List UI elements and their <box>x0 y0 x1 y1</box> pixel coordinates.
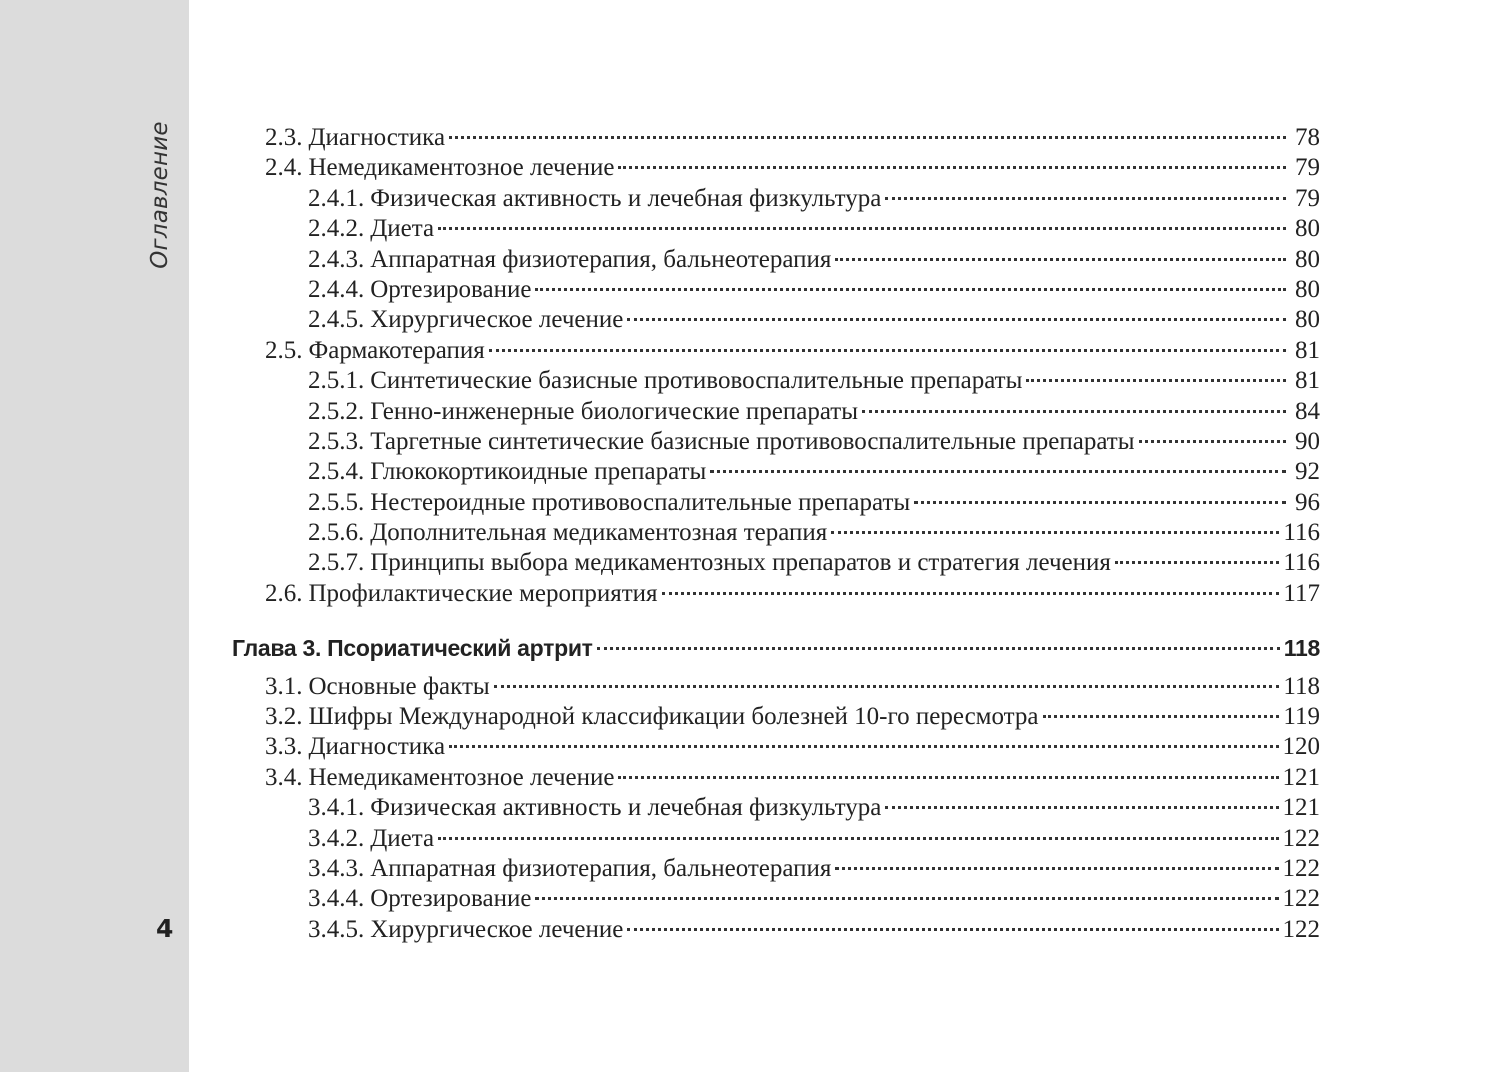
toc-entry-title: Диагностика <box>308 124 446 151</box>
toc-entry-title: Принципы выбора медикаментозных препаратов и стратегия лечения <box>370 549 1111 577</box>
toc-entry <box>232 397 1320 427</box>
sidebar <box>0 0 189 1072</box>
toc-entry-number: 2.4.1. <box>308 184 365 212</box>
toc-entry-page: 118 <box>1283 635 1320 662</box>
dot-leader <box>710 470 1286 473</box>
toc-entry-title: Немедикаментозное лечение <box>308 763 615 791</box>
dot-leader <box>597 647 1280 650</box>
toc-entry <box>232 457 1320 487</box>
toc-entry-title: Шифры Международной классификации болезней 10-го пересмотра <box>308 703 1039 731</box>
toc-entry-title: Хирургическое лечение <box>370 915 624 943</box>
toc-entry-number: 3.3. <box>265 733 303 761</box>
dot-leader <box>1115 561 1280 564</box>
dot-leader <box>662 592 1280 595</box>
dot-leader <box>489 349 1286 352</box>
dot-leader <box>831 531 1279 534</box>
toc-entry-page: 122 <box>1282 854 1320 882</box>
toc-entry-number: 3.4. <box>265 763 303 791</box>
toc-entry-number: 2.5.3. <box>308 427 365 455</box>
toc-entry <box>232 548 1320 578</box>
toc-entry-title: Синтетические базисные противовоспалительные препараты <box>370 367 1023 395</box>
toc-entry <box>232 427 1320 457</box>
toc-entry-title: Диагностика <box>308 733 446 761</box>
toc-entry-number: 2.5.2. <box>308 397 365 425</box>
toc-entry-number: 2.5.6. <box>308 519 365 547</box>
toc-entry-title: Нестероидные противовоспалительные препараты <box>370 488 911 516</box>
toc-entry-page: 81 <box>1295 367 1320 395</box>
toc-entry-title: Фармакотерапия <box>308 336 485 364</box>
toc-entry-page: 116 <box>1283 519 1320 547</box>
toc-entry-page: 90 <box>1295 427 1320 455</box>
dot-leader <box>885 197 1286 200</box>
toc-entry-number: 3.4.2. <box>308 824 365 852</box>
toc-entry-page: 116 <box>1283 549 1320 577</box>
toc-entry-number: 3.4.1. <box>308 794 365 822</box>
toc-entry-page: 78 <box>1295 124 1320 151</box>
toc-entry-number: 2.5.5. <box>308 488 365 516</box>
toc-entry-title: Таргетные синтетические базисные противовоспалительные препараты <box>370 427 1135 455</box>
toc-entry-title: Генно-инженерные биологические препараты <box>370 397 859 425</box>
toc-entry <box>232 793 1320 823</box>
toc-entry-number: 3.4.3. <box>308 854 365 882</box>
dot-leader <box>835 867 1278 870</box>
section-title: Оглавление <box>147 121 173 269</box>
dot-leader <box>1139 440 1286 443</box>
toc-entry-title: Ортезирование <box>370 885 532 913</box>
toc-entry <box>232 854 1320 884</box>
dot-leader <box>1026 379 1286 382</box>
toc-entry-title: Аппаратная физиотерапия, бальнеотерапия <box>370 245 832 273</box>
toc-entry-number: 2.5.1. <box>308 367 365 395</box>
toc-entry <box>232 366 1320 396</box>
toc-entry-page: 96 <box>1295 488 1320 516</box>
toc-entry-number: 3.4.5. <box>308 915 365 943</box>
toc-entry <box>232 336 1320 366</box>
toc-entry-number: 2.3. <box>265 124 303 151</box>
toc-entry <box>232 884 1320 914</box>
toc-entry <box>232 732 1320 762</box>
toc-entry-title: Основные факты <box>308 672 490 700</box>
dot-leader <box>449 136 1286 139</box>
toc-entry-page: 80 <box>1295 306 1320 334</box>
dot-leader <box>494 685 1280 688</box>
dot-leader <box>438 227 1286 230</box>
toc-entry-page: 84 <box>1295 397 1320 425</box>
dot-leader <box>535 897 1278 900</box>
toc-entry-number: 2.4.2. <box>308 215 365 243</box>
toc-entry-page: 92 <box>1295 458 1320 486</box>
toc-entry-title: Ортезирование <box>370 275 532 303</box>
toc-entry <box>232 123 1320 153</box>
dot-leader <box>914 501 1286 504</box>
toc-entry-page: 118 <box>1283 672 1320 700</box>
toc-entry-number: 2.4. <box>265 154 303 182</box>
toc-entry-page: 121 <box>1282 794 1320 822</box>
table-of-contents <box>232 123 1320 945</box>
toc-entry-page: 79 <box>1295 154 1320 182</box>
toc-entry-title: Дополнительная медикаментозная терапия <box>370 519 828 547</box>
toc-entry <box>232 579 1320 609</box>
toc-entry <box>232 518 1320 548</box>
toc-entry-number: 2.4.3. <box>308 245 365 273</box>
dot-leader <box>885 806 1278 809</box>
toc-entry-page: 117 <box>1283 579 1320 607</box>
toc-entry-title: Хирургическое лечение <box>370 306 624 334</box>
toc-entry-number: 2.5.7. <box>308 549 365 577</box>
toc-entry-title: Аппаратная физиотерапия, бальнеотерапия <box>370 854 832 882</box>
toc-entry-title: Псориатический артрит <box>327 635 593 662</box>
toc-entry-title: Диета <box>370 215 435 243</box>
toc-entry <box>232 824 1320 854</box>
toc-entry-page: 121 <box>1282 763 1320 791</box>
toc-entry <box>232 153 1320 183</box>
toc-entry-page: 79 <box>1295 184 1320 212</box>
toc-entry-number: 2.6. <box>265 579 303 607</box>
toc-entry-page: 80 <box>1295 275 1320 303</box>
toc-entry <box>232 488 1320 518</box>
toc-entry-title: Диета <box>370 824 435 852</box>
toc-entry <box>232 305 1320 335</box>
toc-entry-title: Физическая активность и лечебная физкультура <box>370 184 882 212</box>
toc-entry <box>232 672 1320 702</box>
toc-entry <box>232 245 1320 275</box>
dot-leader <box>862 410 1286 413</box>
dot-leader <box>535 288 1286 291</box>
toc-entry-page: 80 <box>1295 245 1320 273</box>
dot-leader <box>1043 715 1280 718</box>
dot-leader <box>438 837 1278 840</box>
dot-leader <box>618 776 1278 779</box>
toc-entry-number: 3.2. <box>265 703 303 731</box>
toc-entry-page: 80 <box>1295 215 1320 243</box>
toc-entry <box>232 214 1320 244</box>
toc-entry-number: 2.5. <box>265 336 303 364</box>
toc-entry-page: 122 <box>1282 885 1320 913</box>
toc-entry-number: 2.4.4. <box>308 275 365 303</box>
dot-leader <box>618 166 1286 169</box>
dot-leader <box>627 318 1286 321</box>
toc-entry <box>232 763 1320 793</box>
toc-entry <box>232 915 1320 945</box>
dot-leader <box>627 928 1278 931</box>
toc-entry-page: 122 <box>1282 824 1320 852</box>
toc-entry-title: Физическая активность и лечебная физкультура <box>370 794 882 822</box>
toc-entry-number: 2.4.5. <box>308 306 365 334</box>
dot-leader <box>449 745 1278 748</box>
toc-entry <box>232 275 1320 305</box>
toc-entry-page: 120 <box>1282 733 1320 761</box>
toc-entry-page: 122 <box>1282 915 1320 943</box>
toc-entry-number: Глава 3. <box>232 635 322 662</box>
toc-entry <box>232 184 1320 214</box>
toc-entry-title: Профилактические мероприятия <box>308 579 658 607</box>
toc-entry-number: 2.5.4. <box>308 458 365 486</box>
toc-entry-page: 81 <box>1295 336 1320 364</box>
toc-entry-page: 119 <box>1283 703 1320 731</box>
toc-entry-title: Глюкокортикоидные препараты <box>370 458 707 486</box>
toc-entry-number: 3.4.4. <box>308 885 365 913</box>
page-number: 4 <box>156 914 174 943</box>
toc-chapter-entry <box>232 633 1320 663</box>
toc-entry <box>232 702 1320 732</box>
toc-entry-title: Немедикаментозное лечение <box>308 154 615 182</box>
dot-leader <box>835 258 1286 261</box>
toc-entry-number: 3.1. <box>265 672 303 700</box>
